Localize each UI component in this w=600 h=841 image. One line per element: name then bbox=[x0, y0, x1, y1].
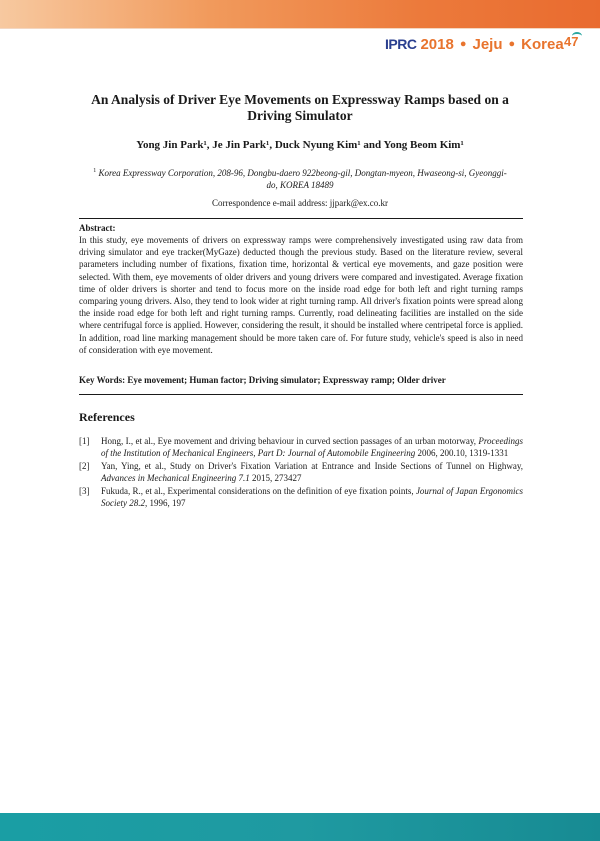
footer-band bbox=[0, 813, 600, 841]
author-list: Yong Jin Park¹, Je Jin Park¹, Duck Nyung Kim¹ and Yong Beom Kim¹ bbox=[136, 139, 464, 151]
affiliation-text: Korea Expressway Corporation, 208-96, Dongbu-daero 922beong-gil, Dongtan-myeon, Hwaseong-si, Gyeonggi-do, KOREA 18489 bbox=[98, 168, 507, 190]
reference-number: [1] bbox=[79, 436, 90, 446]
bullet-icon: ● bbox=[459, 38, 467, 50]
abstract-top-rule bbox=[79, 218, 523, 219]
conference-logo bbox=[385, 34, 564, 54]
abstract-bottom-rule bbox=[79, 394, 523, 395]
affiliation-mark: 1 bbox=[93, 168, 97, 174]
reference-item bbox=[79, 461, 523, 484]
affiliation bbox=[90, 165, 510, 191]
conference-country: Korea bbox=[521, 35, 564, 53]
abstract-body: In this study, eye movements of drivers on expressway ramps were comprehensively investigated using raw data from driving simulator and eye tracker(MyGaze) deducted though the previous study. Based on the literature review, several parameters including number of fixations, fixation time, horizontal & vertical eye movements, and gaze position were selected. With them, eye movements of older drivers and young drivers were compared and investigated. Average fixation time of older drivers is shorter and tend to focus more on the inside road edge for both left and right turning ramps comparing young drivers. Also, they tend to look wider at right turning ramp. All driver's fixation points were spread along the inside road edge for both left and right turning ramps. Currently, road delineating facilities are installed on the side where centrifugal force is applied. However, considering the result, it should be installed where centripetal force is applied. In addition, road line marking management should be more taken care of. For future study, vehicle's speed is also in need of consideration with eye movement. bbox=[79, 235, 523, 355]
header-band bbox=[0, 0, 600, 28]
reference-list bbox=[79, 436, 523, 511]
reference-text: Yan, Ying, et al., Study on Driver's Fixation Variation at Entrance and Inside Sections of Tunnel on Highway, Advances in Mechanical Engineering 7.1 2015, 273427 bbox=[101, 461, 523, 483]
reference-number: [3] bbox=[79, 486, 90, 496]
bullet-icon: ● bbox=[508, 38, 516, 50]
reference-text: Hong, I., et al., Eye movement and driving behaviour in curved section passages of an urban motorway, Proceedings of the Institution of Mechanical Engineers, Part D: Journal of Automobile Engineering 2006, 200.10, 1319-1331 bbox=[101, 436, 524, 458]
reference-number: [2] bbox=[79, 461, 90, 471]
iprc-logo: IPRC bbox=[385, 36, 417, 52]
keywords: Key Words: Eye movement; Human factor; Driving simulator; Expressway ramp; Older driver bbox=[79, 375, 446, 385]
page-number: 47 bbox=[564, 34, 579, 49]
references-heading: References bbox=[79, 410, 135, 424]
correspondence-email: Correspondence e-mail address: jjpark@ex.co.kr bbox=[212, 198, 388, 208]
paper-title: An Analysis of Driver Eye Movements on Expressway Ramps based on a Driving Simulator bbox=[91, 92, 509, 123]
conference-year: 2018 bbox=[420, 35, 454, 53]
reference-item bbox=[79, 486, 523, 509]
reference-item bbox=[79, 436, 523, 459]
header-divider bbox=[0, 28, 600, 29]
conference-city: Jeju bbox=[472, 35, 503, 53]
abstract-heading: Abstract: bbox=[79, 223, 116, 233]
reference-text: Fukuda, R., et al., Experimental considerations on the definition of eye fixation points, Journal of Japan Ergonomics Society 28.2, 1996, 197 bbox=[101, 486, 524, 508]
